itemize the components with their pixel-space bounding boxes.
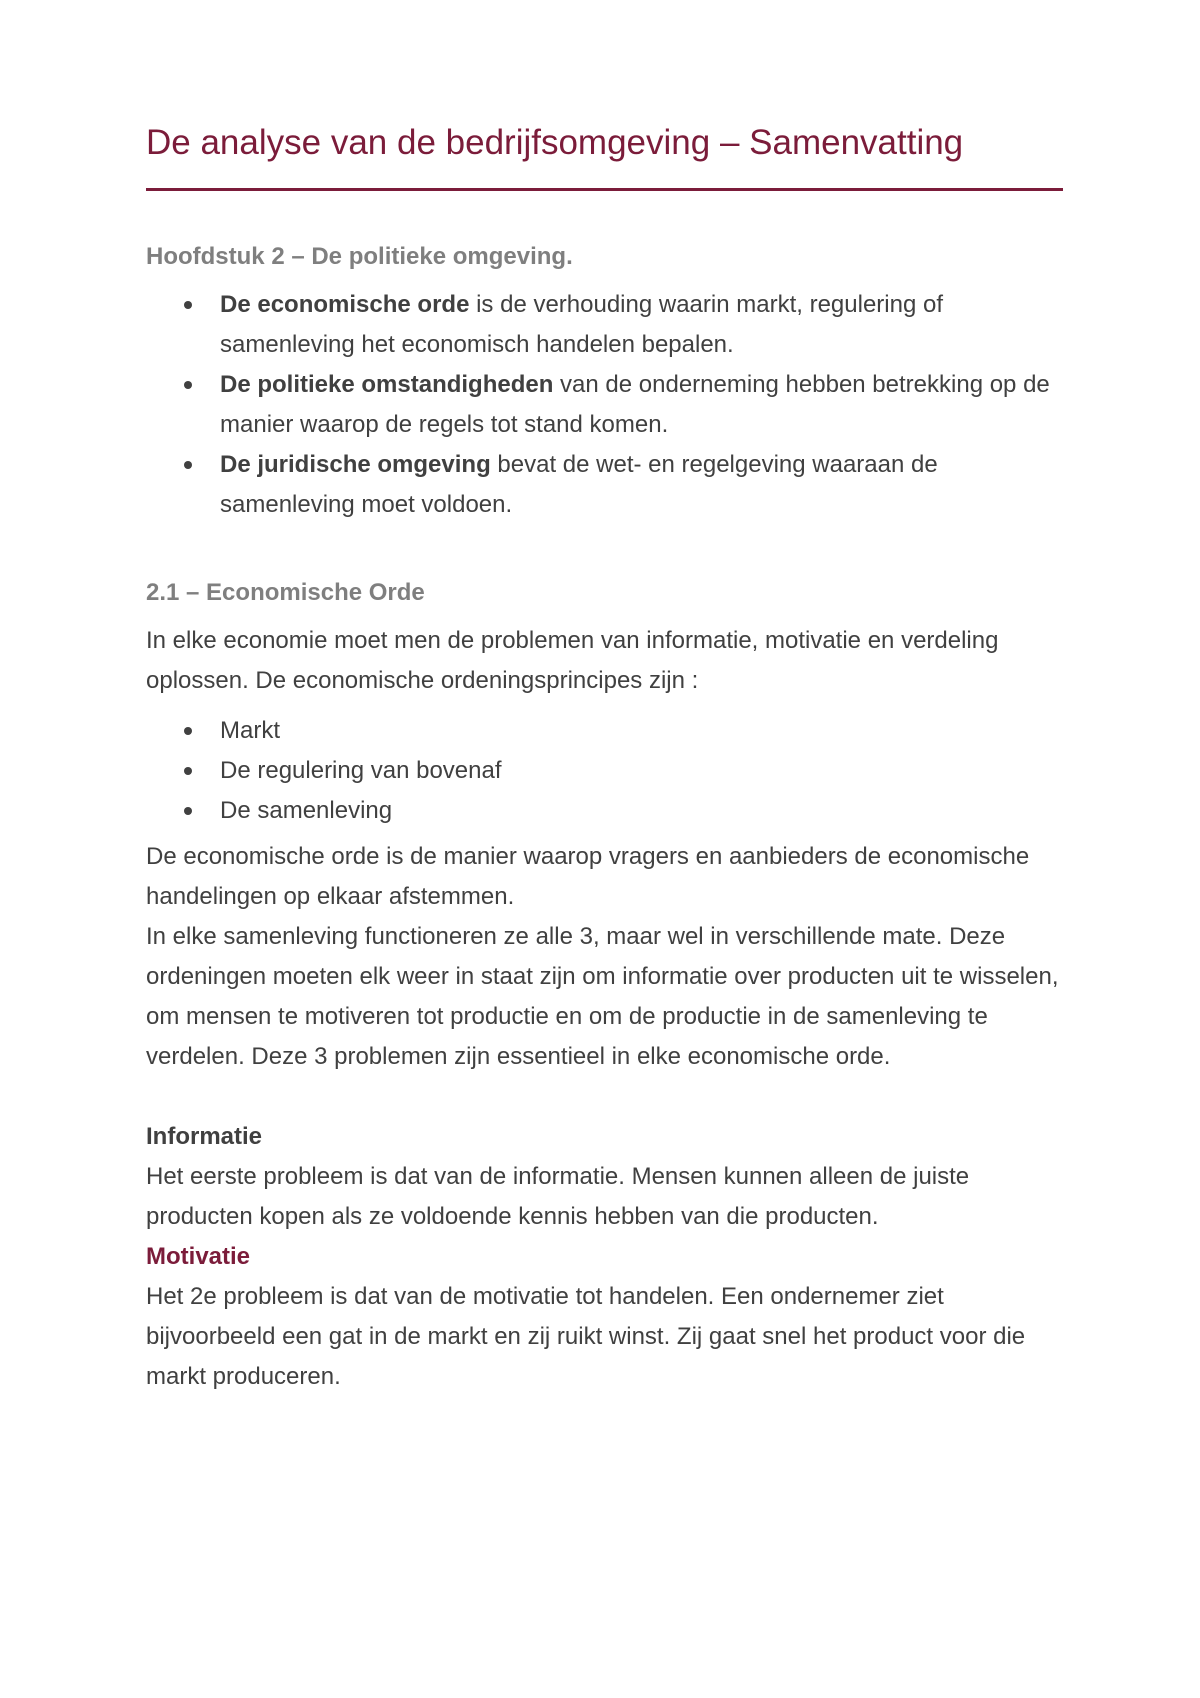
chapter-heading: Hoofdstuk 2 – De politieke omgeving. (146, 243, 573, 270)
list-item (146, 365, 1065, 445)
economic-order-paragraph: De economische orde is de manier waarop vragers en aanbieders de economische handelingen op elkaar afstemmen. (146, 843, 1030, 910)
bullet-text: bevat de wet- en regelgeving waaraan de samenleving moet voldoen. (220, 451, 938, 518)
motivatie-paragraph: Het 2e probleem is dat van de motivatie tot handelen. Een ondernemer ziet bijvoorbeeld een gat in de markt en zij ruikt winst. Zij gaat snel het product voor die markt produceren. (146, 1283, 1026, 1390)
section-intro-paragraph: In elke economie moet men de problemen van informatie, motivatie en verdeling oplossen. De economische ordeningsprincipes zijn : (146, 627, 999, 694)
list-item (146, 751, 1065, 791)
bullet-text: van de onderneming hebben betrekking op de manier waarop de regels tot stand komen. (220, 371, 1050, 438)
list-item (146, 791, 1065, 831)
informatie-heading: Informatie (146, 1123, 263, 1150)
principle-text: De regulering van bovenaf (220, 757, 502, 784)
motivatie-heading: Motivatie (146, 1243, 251, 1270)
list-item (146, 285, 1065, 365)
list-item (146, 445, 1065, 525)
bullet-icon (184, 767, 192, 775)
principle-text: Markt (220, 717, 280, 744)
informatie-paragraph: Het eerste probleem is dat van de informatie. Mensen kunnen alleen de juiste producten kopen als ze voldoende kennis hebben van die producten. (146, 1163, 970, 1230)
document-title: De analyse van de bedrijfsomgeving – Samenvatting (146, 123, 964, 162)
intro-bullet-list (146, 285, 1065, 525)
bullet-icon (184, 727, 192, 735)
principle-text: De samenleving (220, 797, 393, 824)
bullet-icon (184, 807, 192, 815)
section-heading: 2.1 – Economische Orde (146, 579, 425, 606)
principles-bullet-list (146, 711, 1065, 831)
bullet-icon (184, 461, 192, 469)
bullet-text: is de verhouding waarin markt, regulering of samenleving het economisch handelen bepalen. (220, 291, 943, 358)
title-underline-rule (146, 188, 1063, 191)
bullet-term: De economische orde (220, 291, 470, 318)
bullet-term: De politieke omstandigheden (220, 371, 554, 398)
bullet-term: De juridische omgeving (220, 451, 491, 478)
economic-order-detail-paragraph: In elke samenleving functioneren ze alle 3, maar wel in verschillende mate. Deze ordeningen moeten elk weer in staat zijn om informatie over producten uit te wisselen, om mensen te motiveren tot productie en om de productie in de samenleving te verdelen. Deze 3 problemen zijn essentieel in elke economische orde. (146, 923, 1059, 1070)
list-item (146, 711, 1065, 751)
bullet-icon (184, 381, 192, 389)
bullet-icon (184, 301, 192, 309)
